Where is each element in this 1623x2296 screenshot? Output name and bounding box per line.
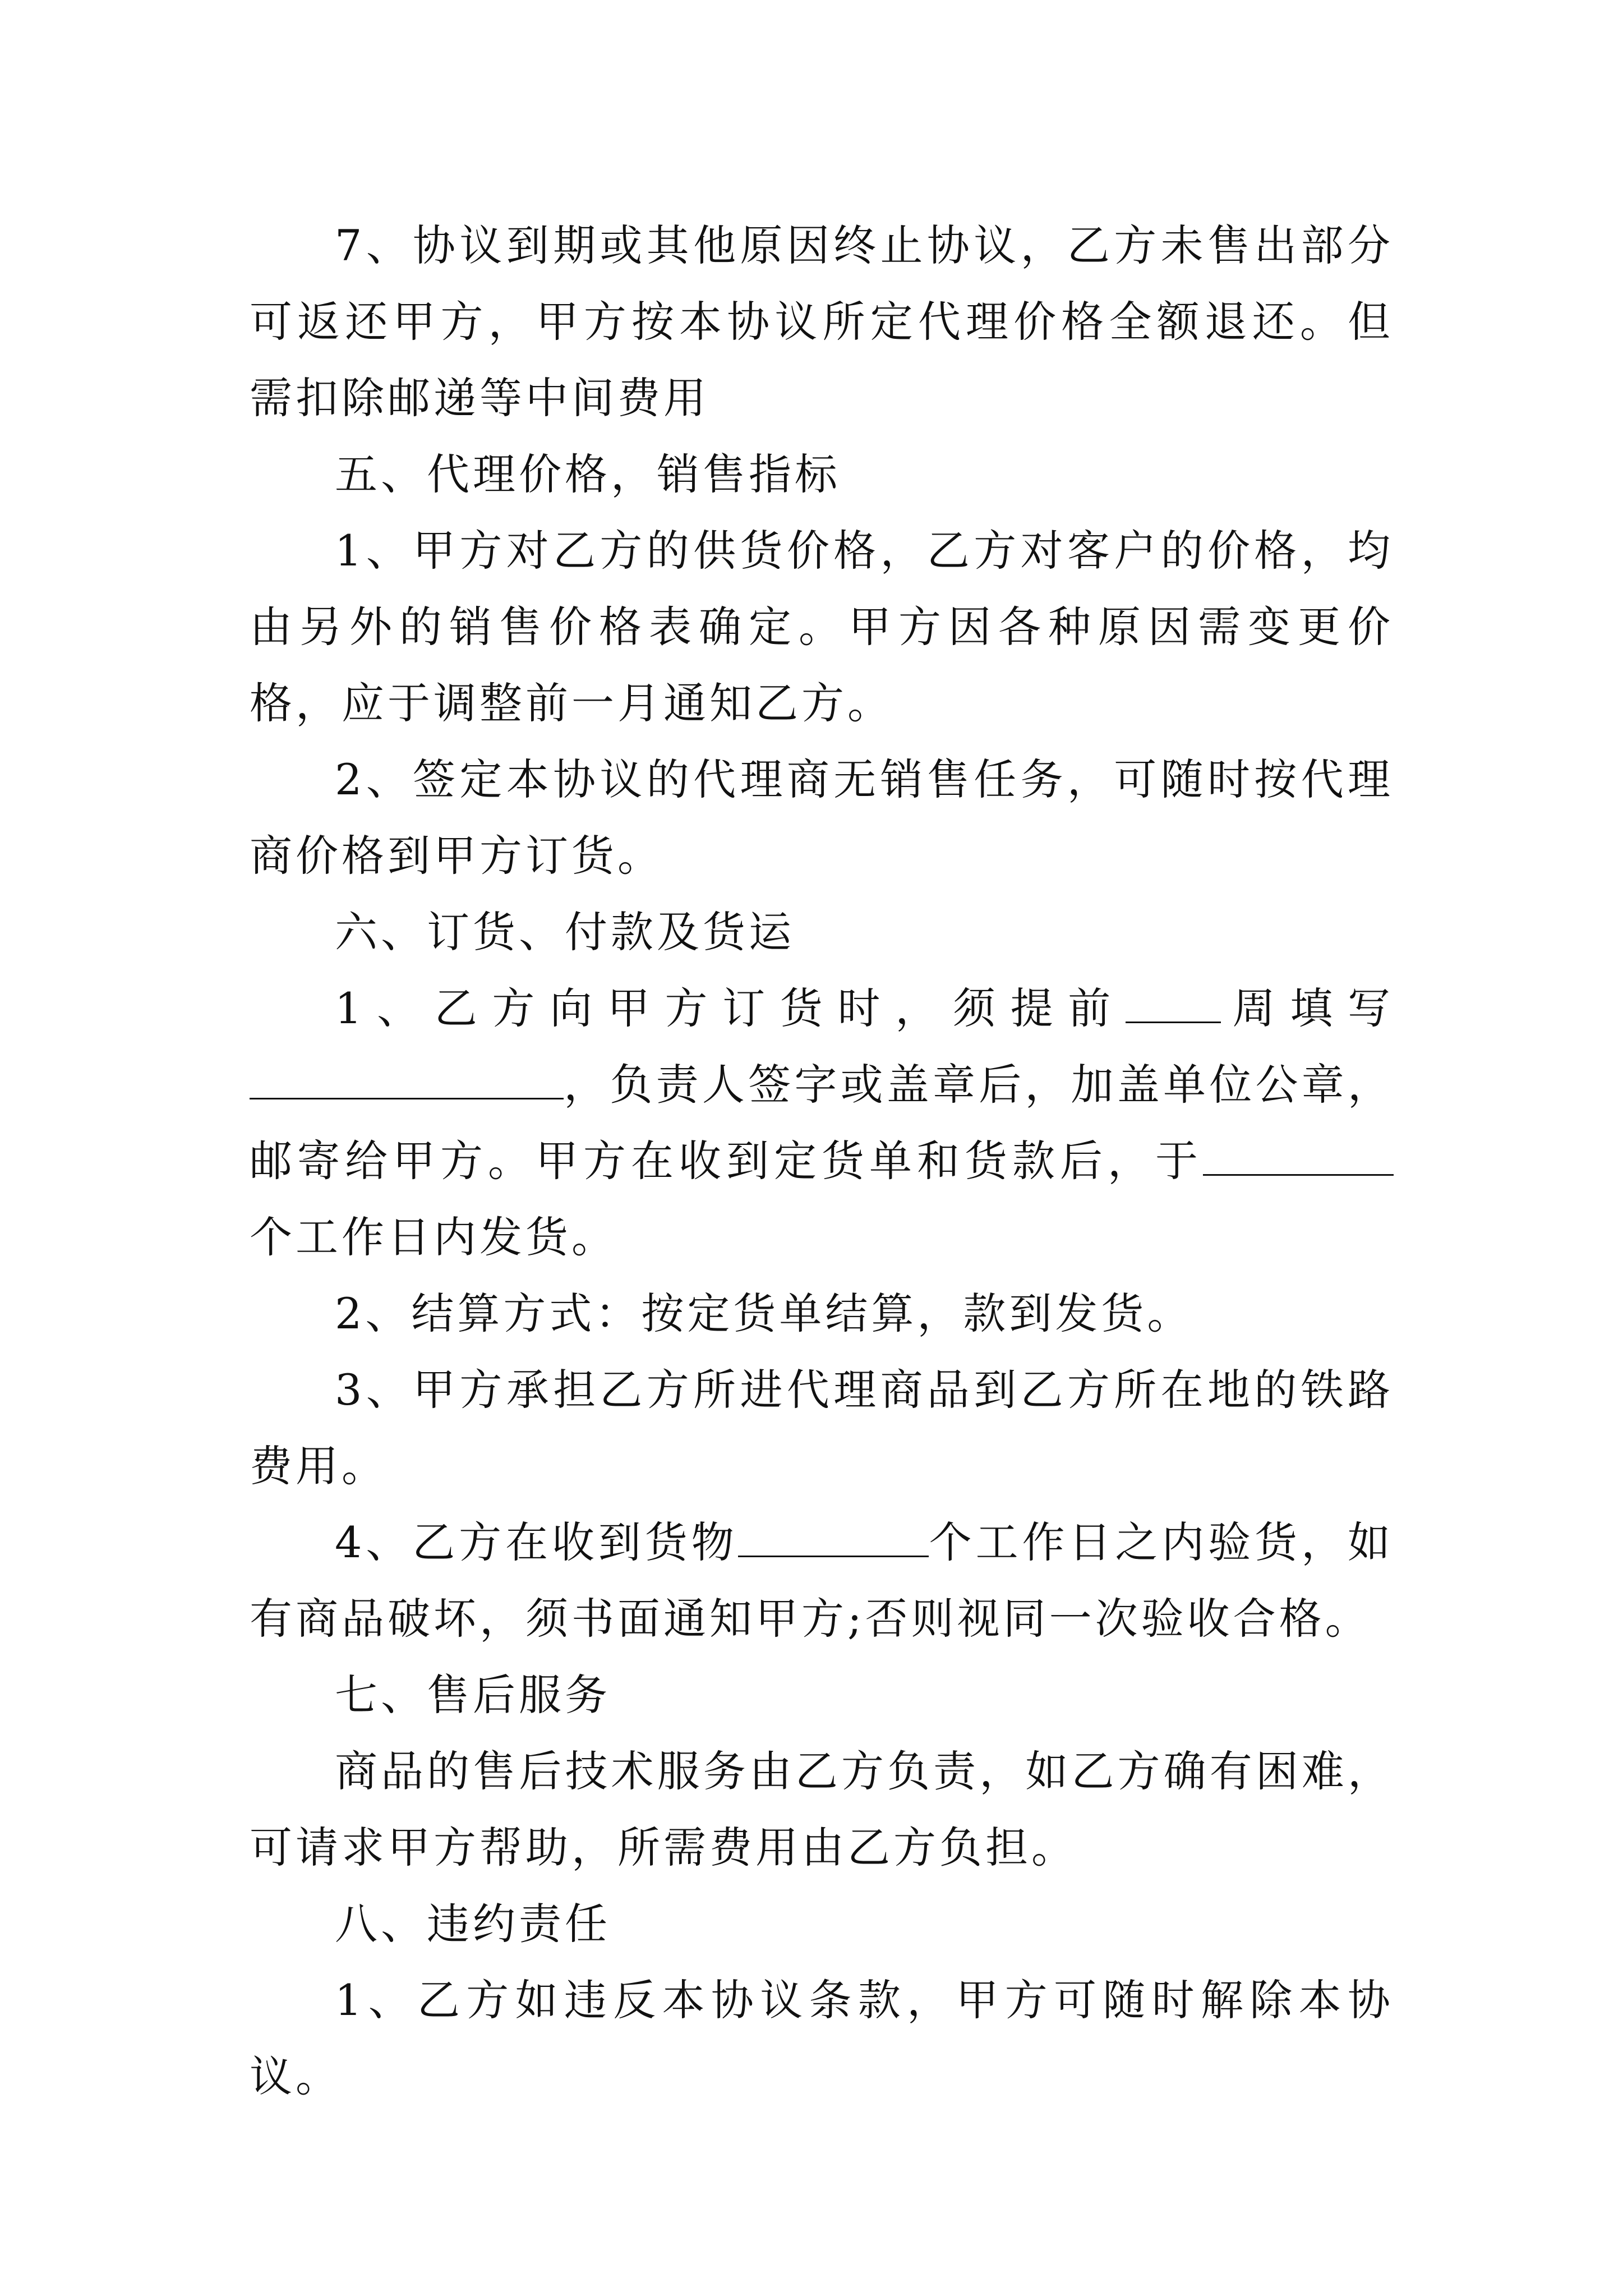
blank-days <box>1203 1140 1394 1176</box>
order-4-text-b: 个工作日之内验货，如有商品破坏，须书面通知甲方;否则视同一次验收合格。 <box>250 1517 1394 1644</box>
blank-weeks <box>1126 988 1221 1023</box>
order-1-text-c: ，负责人签字或盖章后，加盖单位公章，邮寄给甲方。甲方在收到定货单和货款后，于 <box>250 1060 1394 1186</box>
section-heading-order: 六、订货、付款及货运 <box>335 907 795 957</box>
order-1-text-b: 周填写 <box>1220 983 1394 1033</box>
paragraph-order-4 <box>250 1504 1394 1657</box>
section-heading-liability: 八、违约责任 <box>335 1899 611 1949</box>
paragraph-service: 商品的售后技术服务由乙方负责，如乙方确有困难，可请求甲方帮助，所需费用由乙方负担。 <box>250 1746 1394 1872</box>
paragraph-liability-1: 1、乙方如违反本协议条款，甲方可随时解除本协议。 <box>250 1975 1394 2101</box>
blank-form <box>250 1064 564 1099</box>
order-1-text-d: 个工作日内发货。 <box>250 1212 617 1262</box>
paragraph-clause-7: 7、协议到期或其他原因终止协议，乙方未售出部分可返还甲方，甲方按本协议所定代理价格全额退还。但需扣除邮递等中间费用 <box>250 220 1394 423</box>
order-4-text-a: 4、乙方在收到货物 <box>335 1517 738 1567</box>
order-1-text-a: 1、乙方向甲方订货时，须提前 <box>335 983 1126 1033</box>
section-heading-price: 五、代理价格，销售指标 <box>335 449 841 499</box>
paragraph-price-1: 1、甲方对乙方的供货价格，乙方对客户的价格，均由另外的销售价格表确定。甲方因各种原因需变更价格，应于调整前一月通知乙方。 <box>250 526 1394 728</box>
paragraph-order-3: 3、甲方承担乙方所进代理商品到乙方所在地的铁路费用。 <box>250 1365 1394 1491</box>
paragraph-order-1 <box>250 970 1394 1276</box>
section-heading-service: 七、售后服务 <box>335 1670 611 1720</box>
blank-inspect-days <box>738 1522 929 1557</box>
paragraph-price-2: 2、签定本协议的代理商无销售任务，可随时按代理商价格到甲方订货。 <box>250 754 1394 881</box>
paragraph-order-2: 2、结算方式：按定货单结算，款到发货。 <box>335 1289 1193 1338</box>
